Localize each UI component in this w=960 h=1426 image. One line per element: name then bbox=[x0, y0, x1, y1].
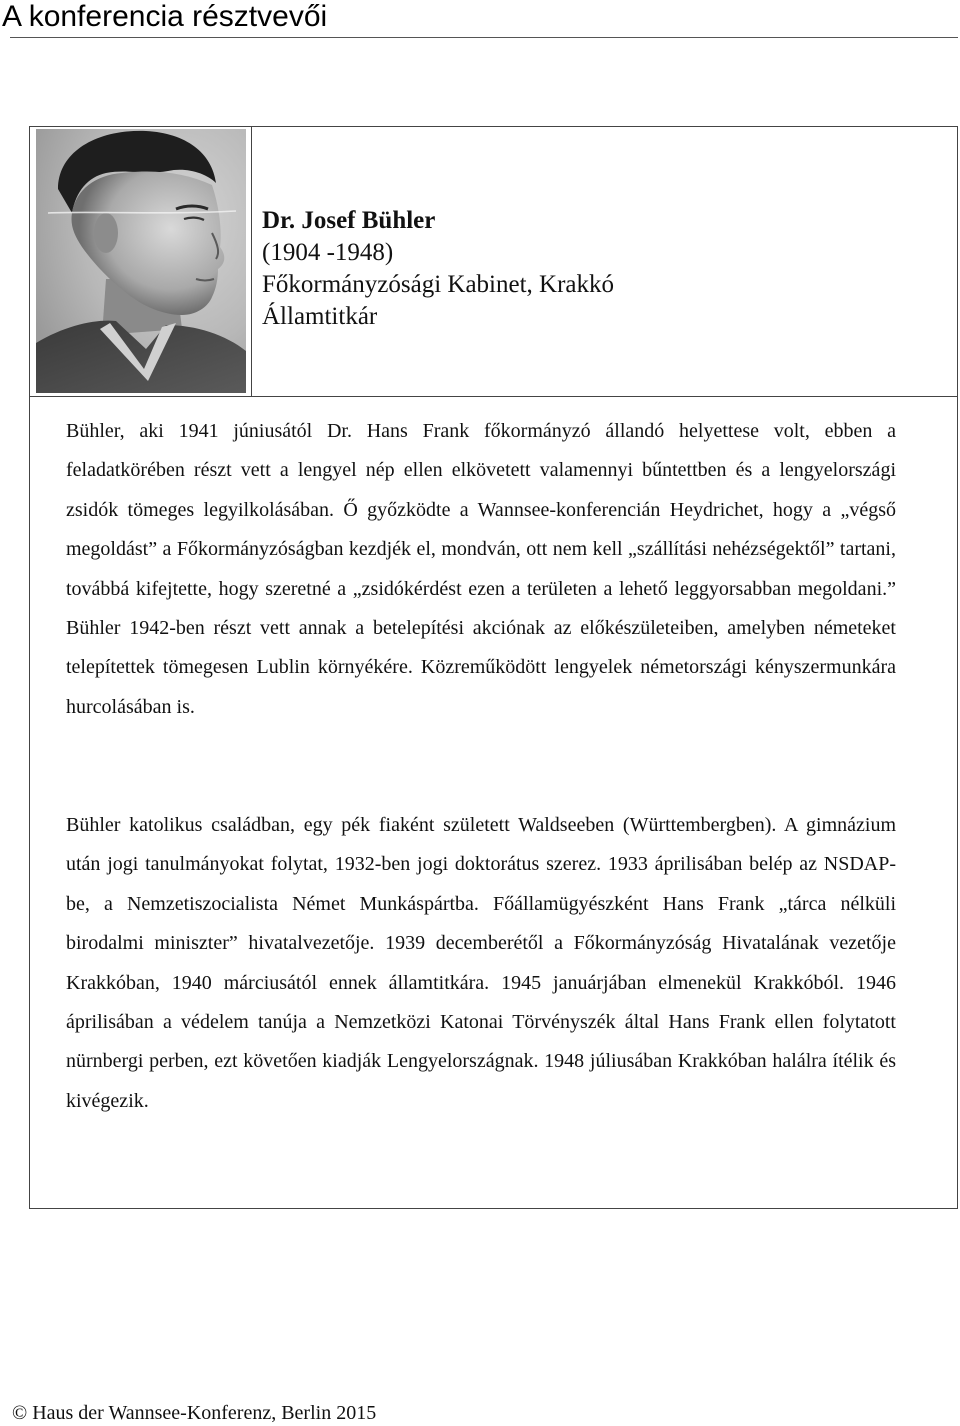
profile-info-cell bbox=[252, 127, 957, 397]
profile-info bbox=[262, 205, 614, 333]
title-divider bbox=[10, 37, 958, 38]
portrait-photo bbox=[36, 129, 246, 393]
footer-credit: © Haus der Wannsee-Konferenz, Berlin 2015 bbox=[12, 1402, 377, 1424]
person-rank: Államtitkár bbox=[262, 303, 378, 330]
page-title: A konferencia résztvevői bbox=[2, 0, 328, 33]
page-header bbox=[0, 0, 960, 40]
bio-paragraph-1: Bühler, aki 1941 júniusától Dr. Hans Frank főkormányzó állandó helyettese volt, ebben a feladatkörében részt vett a lengyel nép ellen elkövetett valamennyi bűntettben és a lengyelországi zsidók tömeges legyilkolásában. Ő győzködte a Wannsee-konferencián Heydrichet, hogy a „végső megoldást” a Főkormányzóságban kezdjék el, mondván, ott nem kell „szállítási nehézségektől” tartani, továbbá kifejtette, hogy szeretné a „zsidókérdést ezen a területen a lehető leggyorsabban megoldani.” Bühler 1942-ben részt vett annak a betelepítési akciónak az előkészületeiben, amelyben németeket telepítettek tömegesen Lublin környékére. Közreműködött lengyelek németországi kényszermunkára hurcolásában is. bbox=[66, 420, 896, 718]
person-name: Dr. Josef Bühler bbox=[262, 207, 436, 234]
person-life-years: (1904 -1948) bbox=[262, 239, 394, 266]
portrait-cell bbox=[30, 127, 252, 397]
participant-card bbox=[29, 126, 958, 1209]
bio-paragraph-2: Bühler katolikus családban, egy pék fiaként született Waldseeben (Württembergben). A gimnázium után jogi tanulmányokat folytat, 1932-ben jogi doktorátus szerez. 1933 áprilisában belép az NSDAP-be, a Nemzetiszocialista Német Munkáspártba. Főállamügyészként Hans Frank „tárca nélküli birodalmi miniszter” hivatalvezetője. 1939 decemberétől a Főkormányzóság Hivatalának vezetője Krakkóban, 1940 márciusától ennek államtitkára. 1945 januárjában elmenekül Krakkóból. 1946 áprilisában a védelem tanúja a Nemzetközi Katonai Törvényszék által Hans Frank ellen folytatott nürnbergi perben, ezt követően kiadják Lengyelországnak. 1948 júliusában Krakkóban halálra ítélik és kivégezik. bbox=[66, 814, 896, 1112]
person-office: Főkormányzósági Kabinet, Krakkó bbox=[262, 271, 615, 298]
